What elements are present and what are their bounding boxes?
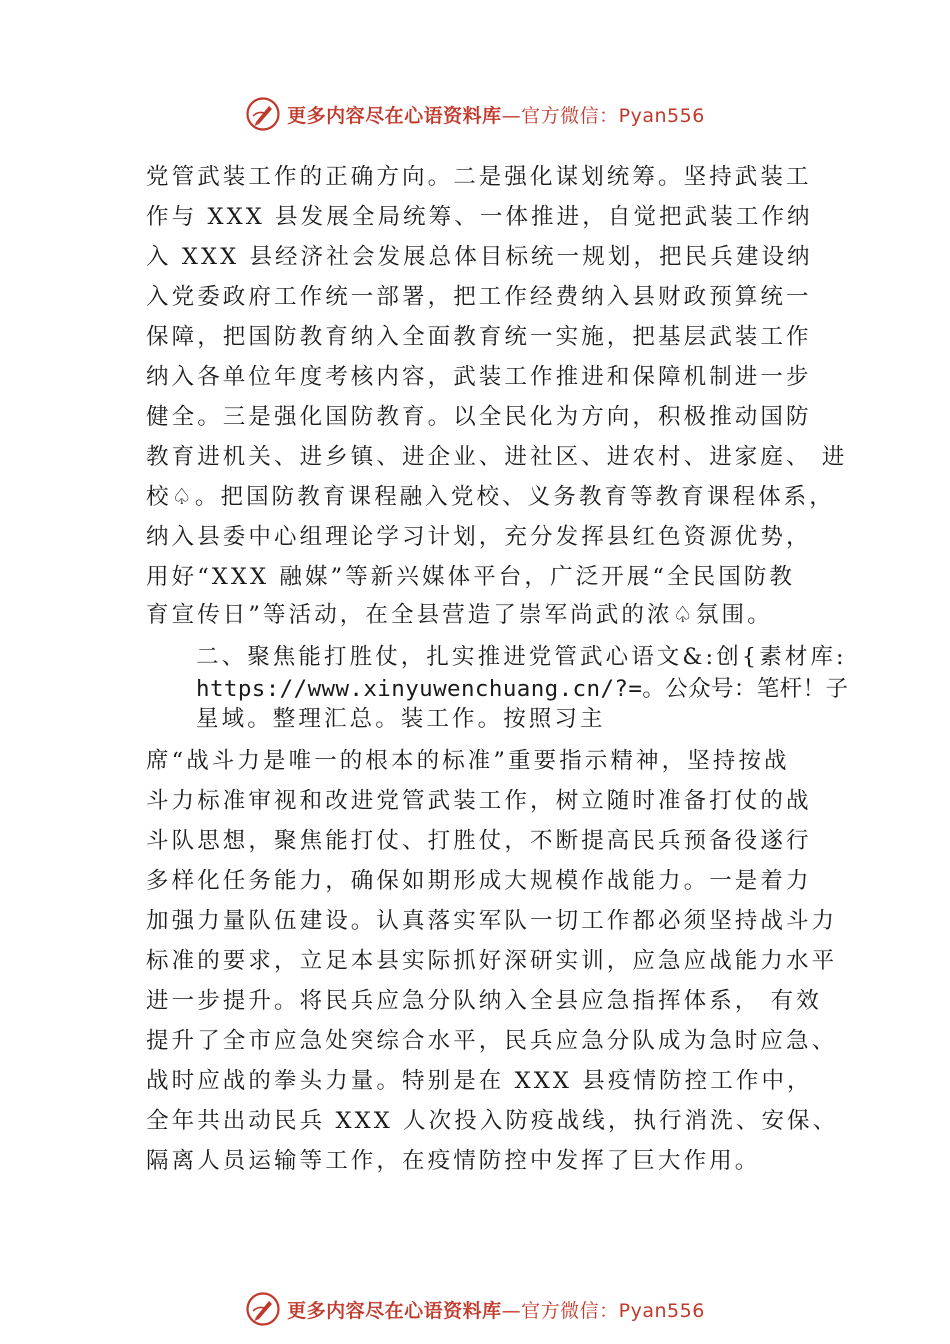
paragraph2-line: 斗力标准审视和改进党管武装工作，树立随时准备打仗的战 — [146, 788, 812, 814]
paragraph1-line: 入 XXX 县经济社会发展总体目标统一规划，把民兵建设纳 — [146, 244, 813, 270]
banner-title: 更多内容尽在心语资料库 — [287, 104, 502, 127]
section-heading-line: 星域。整理汇总。装工作。按照习主 — [196, 706, 606, 732]
paragraph2-line: 席“战斗力是唯一的根本的标准”重要指示精神，坚持按战 — [146, 748, 790, 774]
paragraph1-line: 校♤。把国防教育课程融入党校、义务教育等教育课程体系， — [146, 484, 835, 510]
paragraph1-line: 入党委政府工作统一部署，把工作经费纳入县财政预算统一 — [146, 284, 812, 310]
banner-wechat: —官方微信：Pyan556 — [501, 104, 705, 127]
paragraph1-line: 育宣传日”等活动，在全县营造了崇军尚武的浓♤氛围。 — [146, 602, 773, 628]
footer-banner — [0, 1287, 950, 1331]
paragraph1-line: 党管武装工作的正确方向。二是强化谋划统筹。坚持武装工 — [146, 164, 812, 190]
section-heading-line: 二、聚焦能打胜仗，扎实推进党管武心语文&:创{素材库: — [196, 644, 847, 670]
paragraph1-line: 用好“XXX 融媒”等新兴媒体平台，广泛开展“全民国防教 — [146, 564, 796, 590]
paragraph2-line: 隔离人员运输等工作，在疫情防控中发挥了巨大作用。 — [146, 1148, 761, 1174]
paragraph1-line: 健全。三是强化国防教育。以全民化为方向，积极推动国防 — [146, 404, 812, 430]
paragraph2-line: 多样化任务能力，确保如期形成大规模作战能力。一是着力 — [146, 868, 812, 894]
paragraph1-line: 教育进机关、进乡镇、进企业、进社区、进农村、进家庭、 进 — [146, 444, 848, 470]
paragraph2-line: 进一步提升。将民兵应急分队纳入全县应急指挥体系， 有效 — [146, 988, 822, 1014]
paragraph1-line: 保障，把国防教育纳入全面教育统一实施，把基层武装工作 — [146, 324, 812, 350]
paragraph2-line: 提升了全市应急处突综合水平，民兵应急分队成为急时应急、 — [146, 1028, 838, 1054]
section-heading-url-line: https://www.xinyuwenchuang.cn/?=。公众号：笔杆！子 — [196, 676, 849, 702]
pen-logo-icon — [245, 1291, 281, 1327]
paragraph2-line: 斗队思想，聚焦能打仗、打胜仗，不断提高民兵预备役遂行 — [146, 828, 812, 854]
paragraph1-line: 纳入各单位年度考核内容，武装工作推进和保障机制进一步 — [146, 364, 812, 390]
paragraph2-line: 标准的要求，立足本县实际抓好深研实训，应急应战能力水平 — [146, 948, 838, 974]
paragraph1-line: 作与 XXX 县发展全局统筹、一体推进，自觉把武装工作纳 — [146, 204, 813, 230]
banner-title: 更多内容尽在心语资料库 — [287, 1299, 502, 1322]
paragraph2-line: 全年共出动民兵 XXX 人次投入防疫战线，执行消洗、安保、 — [146, 1108, 839, 1134]
pen-logo-icon — [245, 96, 281, 132]
paragraph2-line: 加强力量队伍建设。认真落实军队一切工作都必须坚持战斗力 — [146, 908, 838, 934]
header-banner — [0, 92, 950, 136]
paragraph2-line: 战时应战的拳头力量。特别是在 XXX 县疫情防控工作中， — [146, 1068, 813, 1094]
paragraph1-line: 纳入县委中心组理论学习计划，充分发挥县红色资源优势， — [146, 524, 812, 550]
banner-wechat: —官方微信：Pyan556 — [501, 1299, 705, 1322]
